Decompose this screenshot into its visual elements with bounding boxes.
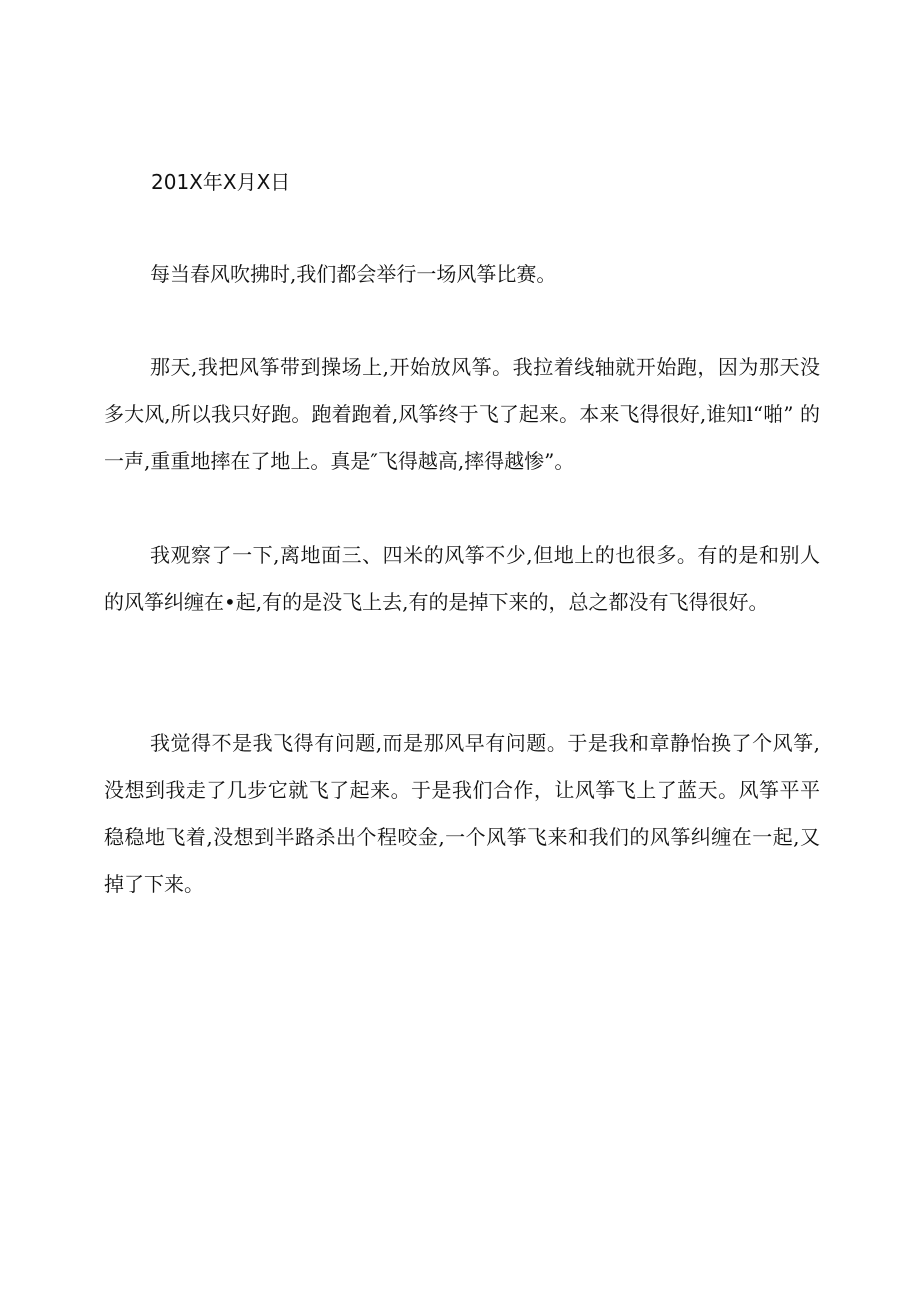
paragraph-4: 我觉得不是我飞得有问题,而是那风早有问题。于是我和章静怡换了个风筝,没想到我走了几步它就飞了起来。于是我们合作，让风筝飞上了蓝天。风筝平平稳稳地飞着,没想到半路杀出个程咬金,一个风筝飞来和我们的风筝纠缠在一起,又掉了下来。 xyxy=(104,731,820,896)
paragraph-3: 我观察了一下,离地面三、四米的风筝不少,但地上的也很多。有的是和别人的风筝纠缠在•起,有的是没飞上去,有的是掉下来的，总之都没有飞得很好。 xyxy=(104,543,820,614)
date-line: 201X年X月X日 xyxy=(151,170,291,194)
paragraph-2: 那天,我把风筝带到操场上,开始放风筝。我拉着线轴就开始跑，因为那天没多大风,所以我只好跑。跑着跑着,风筝终于飞了起来。本来飞得很好,谁知l“啪” 的一声,重重地摔在了地上。真是″飞得越高,摔得越惨”。 xyxy=(104,355,820,473)
paragraph-1: 每当春风吹拂时,我们都会举行一场风筝比赛。 xyxy=(150,262,557,286)
